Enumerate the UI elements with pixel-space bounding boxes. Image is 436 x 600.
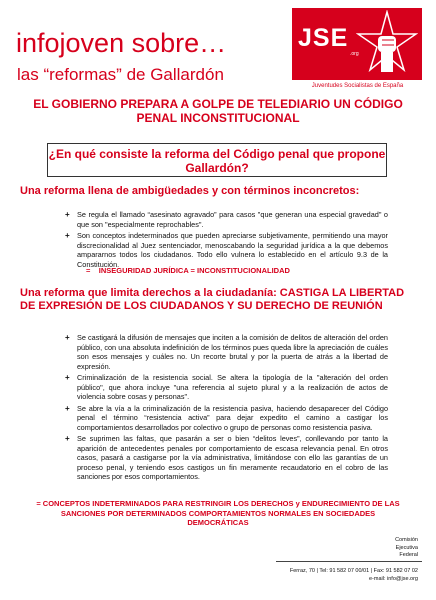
- jse-logo: [292, 8, 422, 80]
- signature: [395, 537, 418, 560]
- list-item: [0, 210, 388, 229]
- header-title: infojoven sobre…: [16, 28, 227, 58]
- signature-line: Federal: [399, 552, 418, 558]
- signature-line: Ejecutiva: [395, 544, 418, 551]
- signature-line: Comisión: [395, 537, 418, 543]
- fist-star-icon: [356, 10, 418, 78]
- list-item: [0, 333, 388, 371]
- list-item: [0, 434, 388, 482]
- bullet-icon: +: [65, 403, 70, 413]
- list-item: [0, 404, 388, 433]
- conclusion: = CONCEPTOS INDETERMINADOS PARA RESTRINGIR LOS DERECHOS y ENDURECIMIENTO DE LAS SANCIONES POR DETERMINADOS COMPORTAMIENTOS NORMALES EN SOCIEDADES DEMOCRÁTICAS: [36, 499, 400, 527]
- footer-address: Ferraz, 70 | Tel: 91 582 07 00/01 | Fax: 91 582 07 02: [289, 568, 418, 574]
- logo-suffix: .org: [350, 51, 359, 57]
- question-box: [47, 143, 387, 177]
- bullet-icon: +: [65, 231, 70, 240]
- bullet-icon: +: [65, 373, 70, 382]
- footer: [290, 567, 418, 583]
- equals-sign: =: [86, 266, 91, 275]
- question-text: ¿En qué consiste la reforma del Código penal que propone Gallardón?: [48, 147, 386, 175]
- list-item-text: Son conceptos indeterminados que pueden apreciarse subjetivamente, permitiendo una mayor discrecionalidad al Juez sentenciador, menoscabando la seguridad jurídica a la que debemos ampararnos todos los ciudadanos. Todo ello vulnera lo establecido en el artículo 9.3 de la Constitución.: [77, 231, 388, 269]
- section-2-title: Una reforma que limita derechos a la ciudadanía: CASTIGA LA LIBERTAD DE EXPRESIÓN DE LOS CIUDADANOS Y SU DERECHO DE REUNIÓN: [20, 287, 405, 312]
- section-1-list: [0, 210, 436, 271]
- list-item: [0, 373, 388, 402]
- list-item-text: Se regula el llamado “asesinato agravado” para casos "que generan una especial gravedad" o que son "especialmente reprochables".: [77, 210, 388, 229]
- header-subtitle: las “reformas” de Gallardón: [17, 65, 224, 84]
- bullet-icon: +: [65, 434, 70, 443]
- list-item-text: Se suprimen las faltas, que pasarán a ser o bien “delitos leves”, conllevando por tanto la aparición de antecedentes penales por comportamiento de escasa relevancia penal. En otros casos, pasará a castigarse por la vía administrativa, limitándose con ello las garantías de un proceso penal, y teniendo esos castigos un fin meramente recaudatorio en el cobro de las sanciones por esos comportamientos.: [77, 434, 388, 481]
- bullet-icon: +: [65, 210, 70, 219]
- result-text: INSEGURIDAD JURÍDICA = INCONSTITUCIONALIDAD: [98, 266, 290, 275]
- headline: EL GOBIERNO PREPARA A GOLPE DE TELEDIARIO UN CÓDIGO PENAL INCONSTITUCIONAL: [33, 97, 403, 125]
- section-1-title: Una reforma llena de ambigüedades y con términos inconcretos:: [20, 185, 360, 197]
- list-item-text: Se abre la vía a la criminalización de la resistencia pasiva, haciendo desaparecer del Código penal el término “resistencia activa” para dejar expedito el camino a castigar los comportamientos desarrollados por colectivo o grupo de personas como resistencia pasiva.: [77, 403, 388, 432]
- list-item-text: Se castigará la difusión de mensajes que inciten a la comisión de delitos de alteración del orden público, con una absoluta indefinición de los términos pues queda libre la apreciación de cuáles son esos mensajes y cuáles no. Un recorte brutal y por la puerta de atrás a la libertad de expresión.: [77, 333, 388, 371]
- list-item: [0, 231, 388, 269]
- section-2-list: [0, 333, 436, 484]
- logo-caption: Juventudes Socialistas de España: [311, 83, 404, 89]
- footer-email: e-mail: info@jse.org: [369, 576, 418, 582]
- list-item-text: Criminalización de la resistencia social. Se altera la tipología de la "alteración del orden público", que ahora incluye "una referencia al sujeto plural y a la realización de actos de violencia sobre cosas y personas".: [77, 373, 388, 401]
- logo-acronym: JSE: [298, 24, 349, 52]
- bullet-icon: +: [65, 333, 70, 342]
- footer-divider: [276, 561, 422, 562]
- section-1-result: [86, 266, 290, 275]
